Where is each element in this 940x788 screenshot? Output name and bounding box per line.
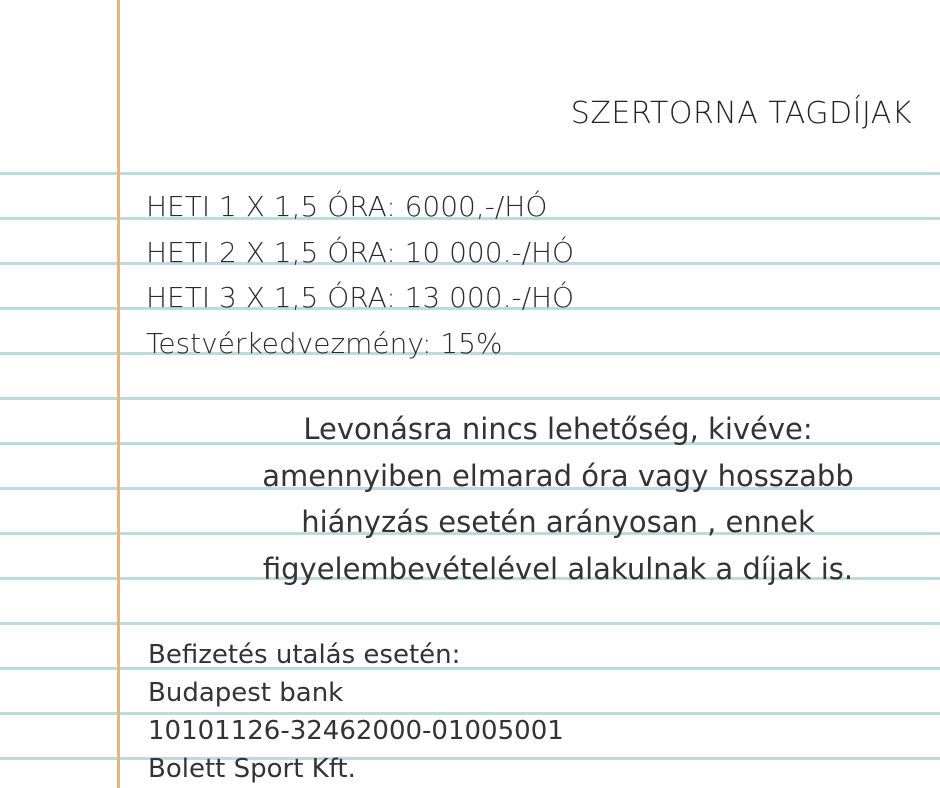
price-item-weekly-3: HETI 3 X 1,5 ÓRA: 13 000.-/HÓ bbox=[146, 281, 575, 314]
bank-account-number: 10101126-32462000-01005001 bbox=[148, 716, 564, 746]
price-item-weekly-1: HETI 1 X 1,5 ÓRA: 6000,-/HÓ bbox=[146, 190, 548, 223]
margin-line bbox=[117, 0, 120, 788]
notice-line: amennyiben elmarad óra vagy hosszabb bbox=[262, 458, 854, 493]
price-list bbox=[146, 184, 574, 366]
page-title: SZERTORNA TAGDÍJAK bbox=[570, 96, 912, 131]
sibling-discount: Testvérkedvezmény: 15% bbox=[146, 326, 503, 360]
price-item-weekly-2: HETI 2 X 1,5 ÓRA: 10 000.-/HÓ bbox=[146, 235, 575, 269]
payment-info bbox=[148, 636, 564, 788]
deduction-notice bbox=[246, 406, 870, 592]
payment-heading: Befizetés utalás esetén: bbox=[148, 640, 461, 670]
notice-line: figyelembevételével alakulnak a díjak is. bbox=[262, 551, 854, 586]
bank-name: Budapest bank bbox=[148, 678, 344, 708]
notice-line: Levonásra nincs lehetőség, kivéve: bbox=[303, 412, 813, 446]
notice-line: hiányzás esetén arányosan , ennek bbox=[301, 505, 815, 539]
account-holder: Bolett Sport Kft. bbox=[148, 754, 356, 784]
